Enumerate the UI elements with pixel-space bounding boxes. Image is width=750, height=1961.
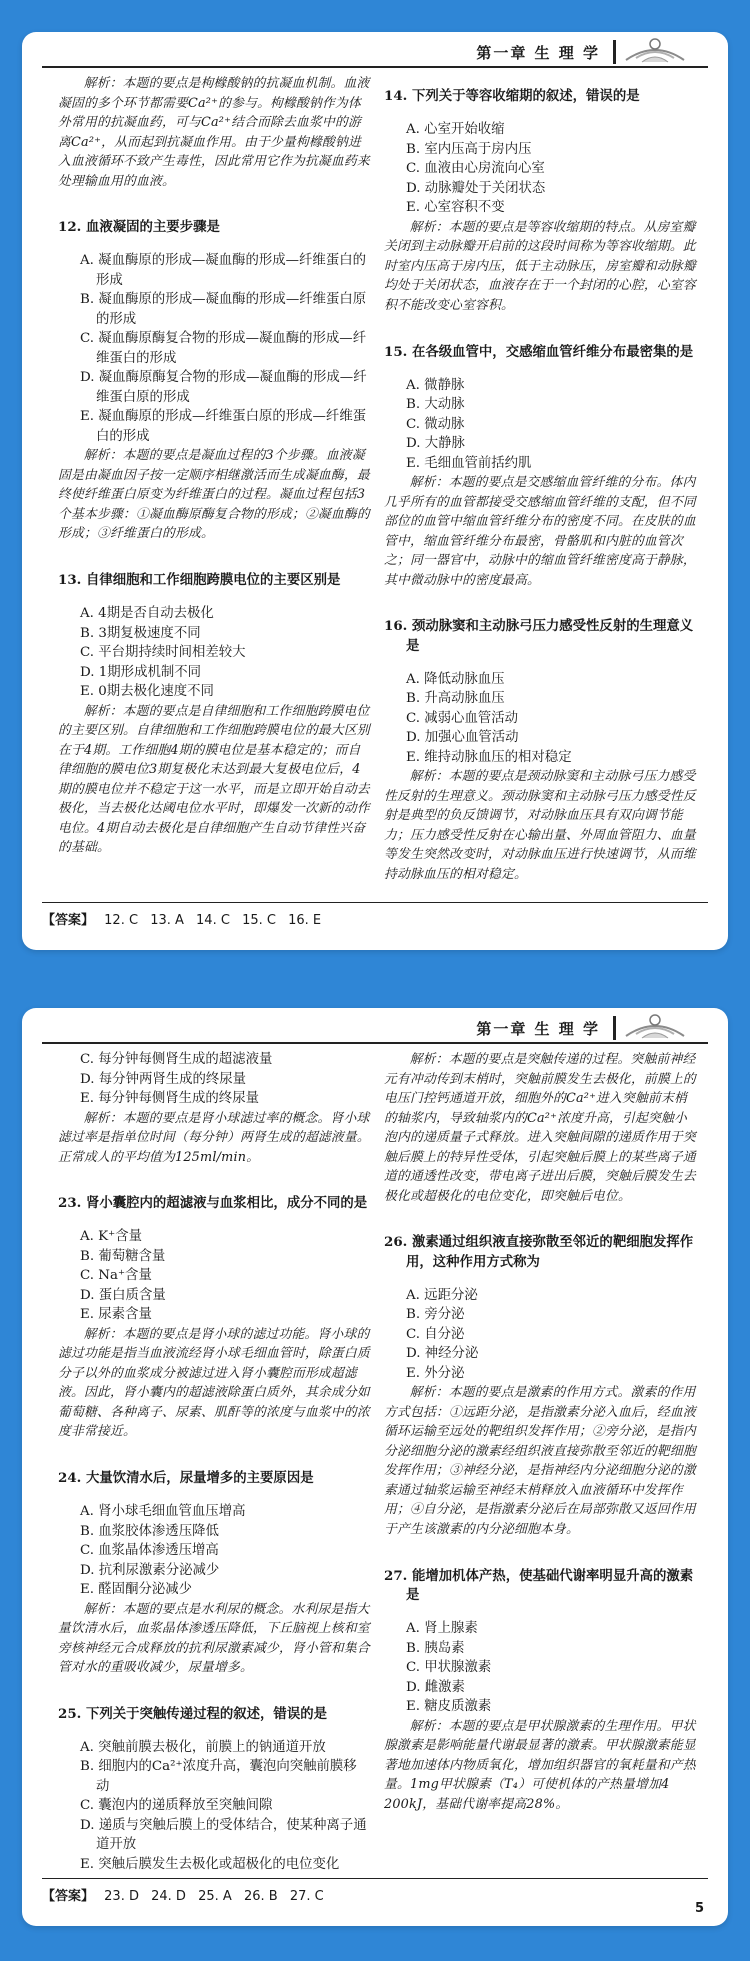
q16-option-d: D. 加强心血管活动 xyxy=(406,730,519,746)
answer-item: 14. C xyxy=(196,913,230,928)
question-27-stem: 27. 能增加机体产热，使基础代谢率明显升高的激素是 xyxy=(384,1567,694,1604)
q16-option-c: C. 减弱心血管活动 xyxy=(406,710,519,726)
q15-option-e: E. 毛细血管前括约肌 xyxy=(406,455,532,471)
q24-option-d: D. 抗利尿激素分泌减少 xyxy=(80,1562,220,1578)
page-lower xyxy=(22,1008,728,1926)
q26-option-c: C. 自分泌 xyxy=(406,1326,465,1342)
answer-item: 24. D xyxy=(151,1889,186,1904)
header-divider xyxy=(613,1016,616,1040)
left-column xyxy=(58,1050,370,1874)
explanation-15: 解析：本题的要点是交感缩血管纤维的分布。体内几乎所有的血管都接受交感缩血管纤维的支配，但不同部位的血管中缩血管纤维分布的密度不同。在皮肤的血管中，缩血管纤维分布最密，骨骼肌和内脏的血管次之；同一器官中，动脉中的缩血管纤维密度高于静脉，其中微动脉中的密度最高。 xyxy=(384,475,696,588)
left-column xyxy=(58,74,370,858)
chapter-title: 第一章 生 理 学 xyxy=(476,44,600,62)
q27-option-a: A. 肾上腺素 xyxy=(406,1621,478,1637)
q13-option-c: C. 平台期持续时间相差较大 xyxy=(80,645,246,661)
q25-option-b: B. 细胞内的Ca²⁺浓度升高，囊泡向突触前膜移动 xyxy=(80,1759,357,1794)
answer-item: 25. A xyxy=(198,1889,232,1904)
q14-option-a: A. 心室开始收缩 xyxy=(406,122,505,138)
q15-option-c: C. 微动脉 xyxy=(406,416,465,432)
explanation-14: 解析：本题的要点是等容收缩期的特点。从房室瓣关闭到主动脉瓣开启前的这段时间称为等容收缩期。此时室内压高于房内压，低于主动脉压，房室瓣和动脉瓣均处于关闭状态，血液存在于一个封闭的心腔，心室容积不能改变心室容积。 xyxy=(384,219,696,313)
q26-option-e: E. 外分泌 xyxy=(406,1365,465,1381)
question-25-stem: 25. 下列关于突触传递过程的叙述，错误的是 xyxy=(58,1705,327,1722)
explanation-26: 解析：本题的要点是激素的作用方式。激素的作用方式包括：①远距分泌，是指激素分泌入血后，经血液循环运输至远处的靶组织发挥作用；②旁分泌，是指内分泌细胞分泌的激素经组织液直接弥散至邻近的靶细胞发挥作用；③神经分泌，是指神经内分泌细胞分泌的激素通过轴浆运输至神经末梢释放入血液循环中发挥作用；④自分泌，是指激素分泌后在局部弥散又返回作用于产生该激素的内分泌细胞本身。 xyxy=(384,1385,696,1537)
question-16-stem: 16. 颈动脉窦和主动脉弓压力感受性反射的生理意义是 xyxy=(384,618,694,654)
q22-option-d: D. 每分钟两肾生成的终尿量 xyxy=(80,1071,247,1087)
q14-option-c: C. 血液由心房流向心室 xyxy=(406,161,545,177)
explanation-23: 解析：本题的要点是肾小球的滤过功能。肾小球的滤过功能是指当血液流经肾小球毛细血管时，除蛋白质分子以外的血浆成分被滤过进入肾小囊腔而形成超滤液。因此，肾小囊内的超滤液除蛋白质外，其余成分如葡萄糖、各种离子、尿素、肌酐等的浓度与血浆中的浓度非常接近。 xyxy=(58,1326,370,1440)
answer-item: 13. A xyxy=(150,913,184,928)
explanation-25: 解析：本题的要点是突触传递的过程。突触前神经元有冲动传到末梢时，突触前膜发生去极化，前膜上的电压门控钙通道开放，细胞外的Ca²⁺进入突触前末梢的轴浆内，导致轴浆内的Ca²⁺浓度升高，引起突触小泡内的递质量子式释放。进入突触间隙的递质作用于突触后膜上的特异性受体，引起突触后膜上的某些离子通道的通透性改变，带电离子进出后膜，突触后膜发生去极化或超极化的电位变化，即突触后电位。 xyxy=(384,1052,696,1204)
question-24-stem: 24. 大量饮清水后，尿量增多的主要原因是 xyxy=(58,1470,314,1487)
answer-key-label: 【答案】 xyxy=(42,913,95,928)
answer-key xyxy=(42,1878,708,1904)
page-number: 5 xyxy=(694,1901,704,1916)
answer-item: 12. C xyxy=(104,913,139,928)
publisher-logo-icon xyxy=(622,34,688,66)
q12-option-c: C. 凝血酶原酶复合物的形成—凝血酶的形成—纤维蛋白的形成 xyxy=(80,331,367,366)
question-26-stem: 26. 激素通过组织液直接弥散至邻近的靶细胞发挥作用，这种作用方式称为 xyxy=(384,1234,694,1270)
q23-option-b: B. 葡萄糖含量 xyxy=(80,1248,166,1264)
explanation-27: 解析：本题的要点是甲状腺激素的生理作用。甲状腺激素是影响能量代谢最显著的激素。甲状腺激素能显著地加速体内物质氧化，增加组织器官的氧耗量和产热量。1mg甲状腺素（T₄）可使机体的产热量增加4 200kJ，基础代谢率提高28%。 xyxy=(384,1718,696,1812)
question-23-stem: 23. 肾小囊腔内的超滤液与血浆相比，成分不同的是 xyxy=(58,1195,368,1212)
q22-option-e: E. 每分钟每侧肾生成的终尿量 xyxy=(80,1091,259,1106)
chapter-title: 第一章 生 理 学 xyxy=(476,1020,600,1038)
answer-item: 26. B xyxy=(243,1889,278,1904)
q12-option-e: E. 凝血酶原的形成—纤维蛋白原的形成—纤维蛋白的形成 xyxy=(80,409,367,444)
q23-option-a: A. K⁺含量 xyxy=(80,1229,143,1245)
q25-option-e: E. 突触后膜发生去极化或超极化的电位变化 xyxy=(80,1856,340,1872)
q27-option-e: E. 糖皮质激素 xyxy=(406,1699,492,1715)
q15-option-a: A. 微静脉 xyxy=(406,377,465,393)
q23-option-e: E. 尿素含量 xyxy=(80,1307,152,1323)
q27-option-d: D. 雌激素 xyxy=(406,1679,465,1695)
header-divider xyxy=(613,40,616,64)
q13-option-a: A. 4期是否自动去极化 xyxy=(80,606,214,622)
q16-option-e: E. 维持动脉血压的相对稳定 xyxy=(406,749,572,765)
q23-option-c: C. Na⁺含量 xyxy=(80,1268,152,1284)
q25-option-d: D. 递质与突触后膜上的受体结合，使某种离子通道开放 xyxy=(80,1817,367,1853)
q22-option-c: C. 每分钟每侧肾生成的超滤液量 xyxy=(80,1052,273,1067)
q26-option-b: B. 旁分泌 xyxy=(406,1307,465,1323)
question-13-stem: 13. 自律细胞和工作细胞跨膜电位的主要区别是 xyxy=(58,572,341,589)
answer-item: 15. C xyxy=(242,913,276,928)
right-column xyxy=(384,1050,696,1814)
q24-option-e: E. 醛固酮分泌减少 xyxy=(80,1582,193,1598)
q14-option-e: E. 心室容积不变 xyxy=(406,200,505,216)
q23-option-d: D. 蛋白质含量 xyxy=(80,1287,166,1303)
answer-item: 23. D xyxy=(104,1889,139,1904)
question-15-stem: 15. 在各级血管中，交感缩血管纤维分布最密集的是 xyxy=(384,343,694,360)
q16-option-b: B. 升高动脉血压 xyxy=(406,691,505,707)
answer-key-label: 【答案】 xyxy=(42,1889,95,1904)
q15-option-d: D. 大静脉 xyxy=(406,436,465,452)
q12-option-a: A. 凝血酶原的形成—凝血酶的形成—纤维蛋白的形成 xyxy=(80,253,366,288)
header-rule xyxy=(42,1042,708,1044)
q12-option-b: B. 凝血酶原的形成—凝血酶的形成—纤维蛋白原的形成 xyxy=(80,292,367,327)
q14-option-b: B. 室内压高于房内压 xyxy=(406,141,532,157)
page-header xyxy=(22,1008,728,1046)
question-12-stem: 12. 血液凝固的主要步骤是 xyxy=(58,219,220,236)
q24-option-a: A. 肾小球毛细血管血压增高 xyxy=(80,1504,246,1520)
q26-option-a: A. 远距分泌 xyxy=(406,1287,478,1303)
explanation-22: 解析：本题的要点是肾小球滤过率的概念。肾小球滤过率是指单位时间（每分钟）两肾生成的超滤液量。正常成人的平均值为125ml/min。 xyxy=(58,1110,370,1165)
explanation-13: 解析：本题的要点是自律细胞和工作细胞跨膜电位的主要区别。自律细胞和工作细胞跨膜电位的最大区别在于4期。工作细胞4期的膜电位是基本稳定的；而自律细胞的膜电位3期复极化末达到最大复极电位后，4期的膜电位并不稳定于这一水平，而是立即开始自动去极化，当去极化达阈电位水平时，即爆发一次新的动作电位。4期自动去极化是自律细胞产生自动节律性兴奋的基础。 xyxy=(58,703,370,856)
explanation-24: 解析：本题的要点是水利尿的概念。水利尿是指大量饮清水后，血浆晶体渗透压降低，下丘脑视上核和室旁核神经元合成释放的抗利尿激素减少，肾小管和集合管对水的重吸收减少，尿量增多。 xyxy=(58,1601,370,1676)
q13-option-d: D. 1期形成机制不同 xyxy=(80,664,202,680)
answer-item: 27. C xyxy=(289,1889,324,1904)
explanation-11: 解析：本题的要点是枸橼酸钠的抗凝血机制。血液凝固的多个环节都需要Ca²⁺的参与。枸橼酸钠作为体外常用的抗凝血药，可与Ca²⁺结合而除去血浆中的游离Ca²⁺，从而起到抗凝血作用。由于少量枸橼酸钠进入血液循环不致产生毒性，因此常用它作为抗凝血药来处理输血用的血液。 xyxy=(58,76,370,189)
header-rule xyxy=(42,66,708,68)
q27-option-b: B. 胰岛素 xyxy=(406,1640,465,1656)
q14-option-d: D. 动脉瓣处于关闭状态 xyxy=(406,180,546,196)
explanation-12: 解析：本题的要点是凝血过程的3个步骤。血液凝固是由凝血因子按一定顺序相继激活而生成凝血酶，最终使纤维蛋白原变为纤维蛋白的过程。凝血过程包括3个基本步骤：①凝血酶原酶复合物的形成；②凝血酶的形成；③纤维蛋白的形成。 xyxy=(58,448,370,542)
q25-option-a: A. 突触前膜去极化，前膜上的钠通道开放 xyxy=(80,1739,326,1755)
explanation-16: 解析：本题的要点是颈动脉窦和主动脉弓压力感受性反射的生理意义。颈动脉窦和主动脉弓压力感受性反射是典型的负反馈调节，对动脉血压具有双向调节能力；压力感受性反射在心输出量、外周血管阻力、血量等发生突然改变时，对动脉血压进行快速调节，从而维持动脉血压的相对稳定。 xyxy=(384,769,696,882)
q24-option-b: B. 血浆胶体渗透压降低 xyxy=(80,1523,219,1539)
q26-option-d: D. 神经分泌 xyxy=(406,1346,479,1362)
q15-option-b: B. 大动脉 xyxy=(406,397,465,413)
page-header xyxy=(22,32,728,70)
q24-option-c: C. 血浆晶体渗透压增高 xyxy=(80,1543,219,1559)
answer-item: 16. E xyxy=(288,913,322,928)
q27-option-c: C. 甲状腺激素 xyxy=(406,1660,492,1676)
publisher-logo-icon xyxy=(622,1010,688,1042)
q13-option-e: E. 0期去极化速度不同 xyxy=(80,684,214,700)
answer-key xyxy=(42,902,708,928)
q13-option-b: B. 3期复极速度不同 xyxy=(80,625,201,641)
right-column xyxy=(384,74,696,884)
q16-option-a: A. 降低动脉血压 xyxy=(406,671,505,687)
question-14-stem: 14. 下列关于等容收缩期的叙述，错误的是 xyxy=(384,88,640,105)
q25-option-c: C. 囊泡内的递质释放至突触间隙 xyxy=(80,1798,273,1814)
q12-option-d: D. 凝血酶原酶复合物的形成—凝血酶的形成—纤维蛋白原的形成 xyxy=(80,370,367,405)
page-upper xyxy=(22,32,728,950)
